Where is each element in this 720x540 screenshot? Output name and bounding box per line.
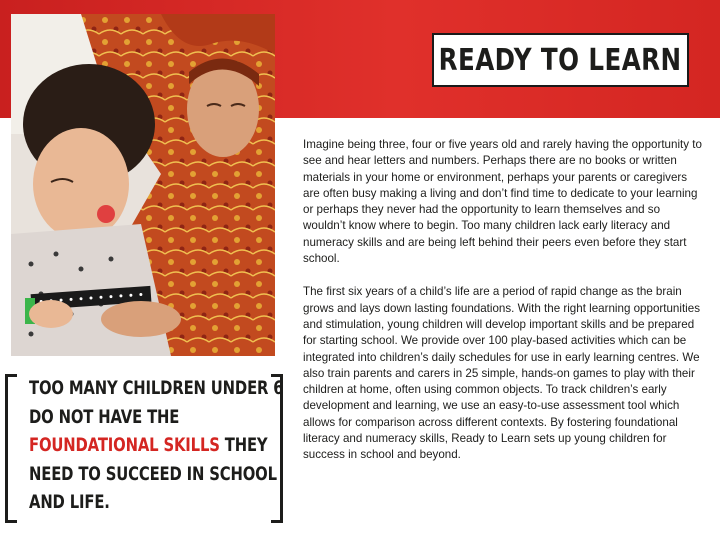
hero-photo — [11, 14, 275, 356]
callout-highlight: FOUNDATIONAL SKILLS — [29, 434, 220, 456]
page-title-box — [432, 33, 689, 87]
page-title: READY TO LEARN — [439, 42, 682, 78]
callout-line-1: TOO MANY CHILDREN UNDER 6 — [29, 377, 284, 399]
callout-line-3 — [29, 431, 268, 460]
body-paragraph-1: Imagine being three, four or five years old and rarely having the opportunity to see and hear letters and numbers. Perhaps there are no books or written materials in your home or environment, perhaps your parents or caregivers are often busy making a living and don’t find time to dedicate to your learning or perhaps they never had the opportunity to learn themselves and so wouldn’t know where to begin. Too many children lack early literacy and numeracy skills and are being left behind their peers even before they start school. — [303, 138, 702, 266]
callout-line-2: DO NOT HAVE THE — [29, 405, 180, 428]
body-paragraph-2: The first six years of a child’s life are a period of rapid change as the brain grows and lays down lasting foundations. With the right learning opportunities and stimulation, young children will develop important skills and be prepared for starting school. We provide over 100 play-based activities which can be integrated into children’s daily schedules for use in early learning centres. We also train parents and carers in 25 simple, hands-on games to play with their children at home, often using common objects. To track children’s early development and learning, we use an easy-to-use assessment tool which allows for comparison across different contexts. By fostering foundational literacy and numeracy skills, Ready to Learn sets up young children for success in school and beyond. — [303, 285, 700, 462]
photo-illustration — [11, 14, 275, 356]
callout-line-4: NEED TO SUCCEED IN SCHOOL — [29, 462, 277, 485]
callout-line-5: AND LIFE. — [29, 491, 110, 513]
callout-bracket-left — [5, 374, 17, 523]
callout-quote — [29, 374, 284, 517]
body-text — [303, 137, 703, 481]
callout-line-3-rest: THEY — [219, 434, 268, 456]
